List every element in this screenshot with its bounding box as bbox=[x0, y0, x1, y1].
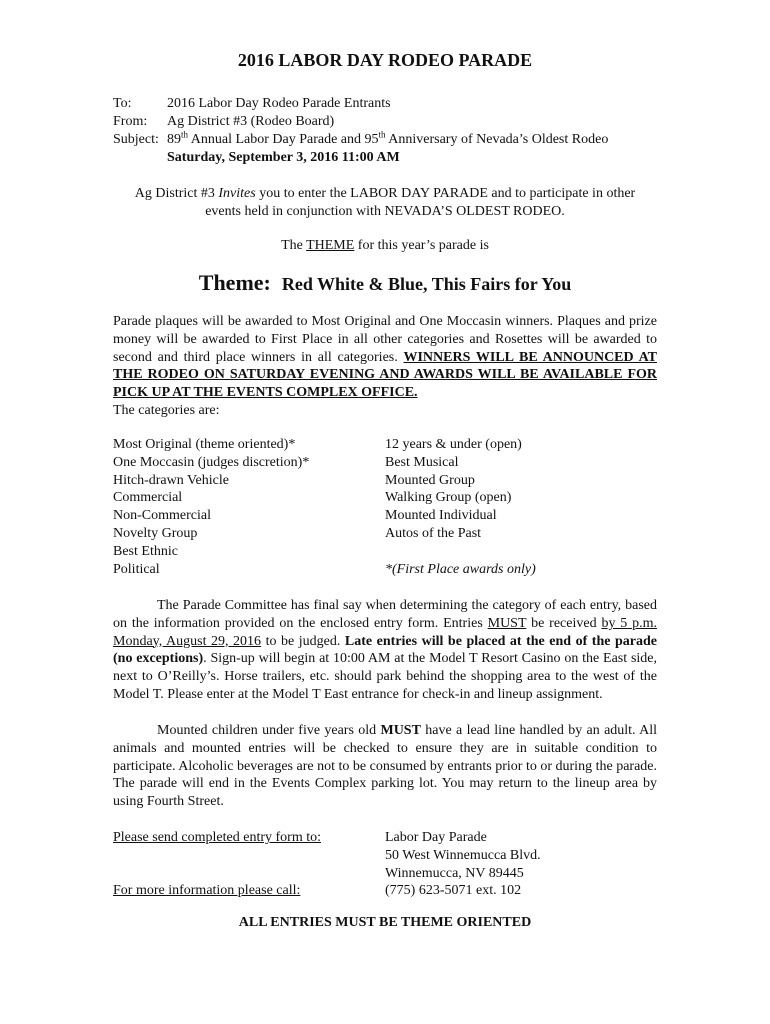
send-entry-label: Please send completed entry form to: bbox=[113, 830, 321, 845]
subject-sup: th bbox=[181, 129, 189, 140]
address-line: Labor Day Parade bbox=[385, 830, 487, 845]
committee-text: to be judged. bbox=[261, 633, 345, 649]
theme-intro-underlined: THEME bbox=[306, 238, 355, 253]
children-text: Mounted children under five years old bbox=[157, 723, 381, 738]
invite-paragraph bbox=[0, 185, 770, 221]
category-item: Best Ethnic bbox=[113, 543, 178, 559]
categories-intro: The categories are: bbox=[113, 402, 220, 418]
category-item: Walking Group (open) bbox=[385, 490, 512, 506]
mailing-address bbox=[385, 829, 541, 900]
category-item bbox=[385, 543, 536, 561]
subject-part: Annual Labor Day Parade and 95 bbox=[188, 132, 379, 147]
category-item: Autos of the Past bbox=[385, 525, 482, 541]
category-item: Best Musical bbox=[385, 454, 459, 470]
committee-text: be received bbox=[526, 615, 602, 631]
memo-from-value: Ag District #3 (Rodeo Board) bbox=[167, 114, 335, 129]
invite-text: you to enter the LABOR DAY PARADE and to participate in other bbox=[255, 186, 636, 201]
theme-heading bbox=[0, 270, 770, 296]
theme-label: Theme: bbox=[198, 270, 271, 295]
memo-to-label: To: bbox=[113, 96, 132, 111]
memo-subject-value bbox=[167, 131, 608, 148]
document-title: 2016 LABOR DAY RODEO PARADE bbox=[237, 50, 533, 70]
subject-sup: th bbox=[378, 129, 386, 140]
first-place-note: *(First Place awards only) bbox=[385, 561, 536, 577]
category-item: 12 years & under (open) bbox=[385, 437, 522, 452]
winners-announcement: WINNERS WILL BE ANNOUNCED AT THE RODEO ON SATURDAY EVENING AND AWARDS WILL BE AVAILABLE FOR PICK UP AT THE EVENTS COMPLEX OFFICE. bbox=[113, 349, 658, 401]
late-entries-note: Late entries will be placed at the end of the parade (no exceptions) bbox=[113, 633, 658, 667]
category-item: Mounted Group bbox=[385, 472, 475, 488]
memo-from-label: From: bbox=[113, 114, 148, 129]
category-item: One Moccasin (judges discretion)* bbox=[113, 454, 310, 470]
awards-paragraph bbox=[113, 313, 657, 420]
category-item: Novelty Group bbox=[113, 525, 198, 541]
memo-subject-label: Subject: bbox=[113, 132, 159, 147]
awards-text: Parade plaques will be awarded to Most Original and One Moccasin winners. Plaques and prize money will be awarded to First Place in all other categories and Rosettes will be awarded to second and third place winners in all categories. bbox=[113, 314, 657, 365]
theme-intro bbox=[0, 238, 770, 254]
memo-to bbox=[113, 95, 391, 112]
more-info-label: For more information please call: bbox=[113, 883, 301, 898]
committee-text: . Sign-up will begin at 10:00 AM at the Model T Resort Casino on the East side, next to O’Reilly’s. Horse trailers, etc. should park behind the shopping area to the west of the Model T. Please enter at the Model T East entrance for check-in and lineup assignment. bbox=[113, 651, 657, 702]
category-item: Hitch-drawn Vehicle bbox=[113, 472, 229, 488]
theme-intro-text: The bbox=[281, 238, 307, 253]
theme-intro-text: for this year’s parade is bbox=[354, 238, 489, 253]
category-item: Mounted Individual bbox=[385, 508, 497, 524]
category-item: Most Original (theme oriented)* bbox=[113, 437, 296, 452]
invite-italic: Invites bbox=[218, 186, 256, 201]
subject-part: Anniversary of Nevada’s Oldest Rodeo bbox=[385, 132, 609, 147]
category-item: Political bbox=[113, 561, 160, 577]
memo-subject bbox=[113, 129, 609, 148]
categories-left-list bbox=[113, 436, 309, 578]
children-text: have a lead line handled by an adult. All animals and mounted entries will be checked to ensure they are in suitable condition to participate. Alcoholic beverages are not to be consumed by entrants prior to or during the parade. The parade will end in the Events Complex parking lot. You may return to the lineup area by using Fourth Street. bbox=[113, 723, 658, 810]
address-line: 50 West Winnemucca Blvd. bbox=[385, 847, 541, 863]
theme-text: Red White & Blue, This Fairs for You bbox=[281, 274, 572, 294]
category-item: Non-Commercial bbox=[113, 508, 211, 524]
entry-deadline: by 5 p.m. Monday, August 29, 2016 bbox=[113, 615, 658, 649]
category-item: Commercial bbox=[113, 490, 183, 506]
committee-text: The Parade Committee has final say when determining the category of each entry, based on the information provided on the enclosed entry form. Entries bbox=[113, 598, 657, 631]
committee-paragraph bbox=[113, 597, 657, 704]
memo-from bbox=[113, 113, 335, 130]
memo-date: Saturday, September 3, 2016 11:00 AM bbox=[167, 150, 400, 165]
categories-right-list bbox=[385, 436, 536, 578]
must-emphasis: MUST bbox=[380, 723, 421, 738]
footer-notice: ALL ENTRIES MUST BE THEME ORIENTED bbox=[238, 915, 532, 930]
invite-text: Ag District #3 bbox=[134, 186, 219, 201]
invite-line-1 bbox=[0, 185, 770, 203]
must-emphasis: MUST bbox=[487, 615, 527, 631]
subject-part: 89 bbox=[167, 132, 181, 147]
phone-number: (775) 623-5071 ext. 102 bbox=[385, 883, 522, 899]
address-line: Winnemucca, NV 89445 bbox=[385, 865, 524, 881]
invite-line-2: events held in conjunction with NEVADA’S OLDEST RODEO. bbox=[205, 204, 565, 219]
memo-to-value: 2016 Labor Day Rodeo Parade Entrants bbox=[167, 96, 391, 111]
children-paragraph bbox=[113, 722, 657, 811]
